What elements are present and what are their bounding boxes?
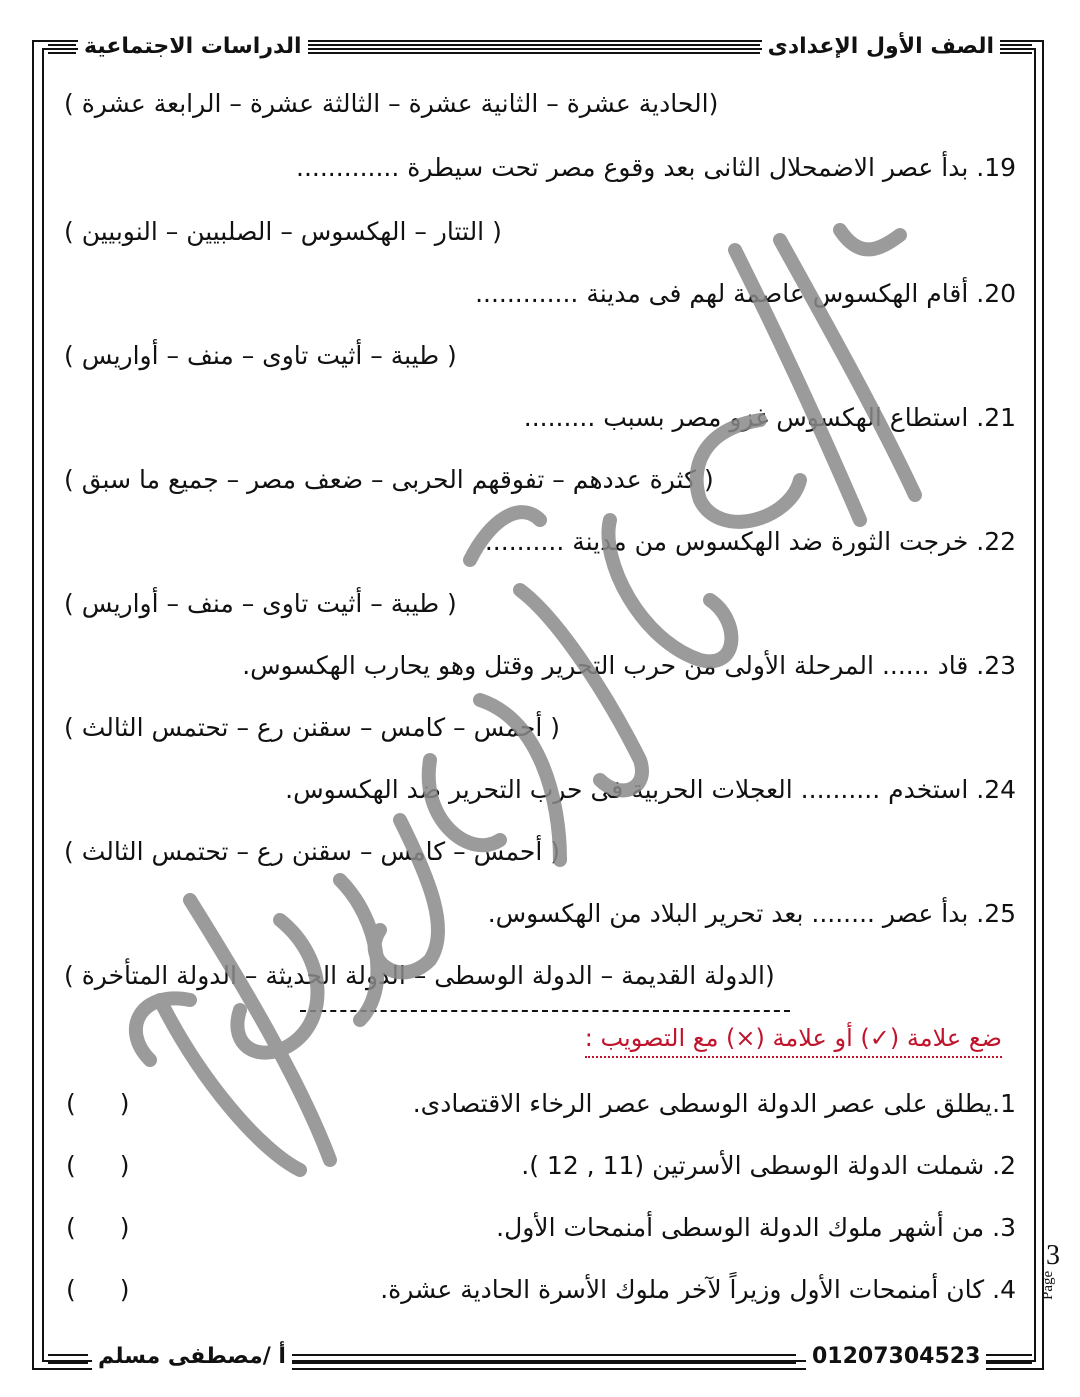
header-rule-right (1000, 44, 1032, 54)
question-23 (242, 648, 1016, 684)
section-instruction: ضع علامة (✓) أو علامة (×) مع التصويب : (585, 1020, 1002, 1058)
tf-item-1 (413, 1086, 1016, 1122)
tf-number: 1. (992, 1089, 1016, 1118)
question-25 (488, 896, 1016, 932)
options-23: ( أحمس – كامس – سقنن رع – تحتمس الثالث ) (64, 713, 560, 742)
tf-number: 3. (992, 1213, 1016, 1242)
footer-rule (276, 1354, 796, 1364)
question-20 (475, 276, 1016, 312)
page-number: 3 (1046, 1240, 1060, 1271)
question-number: 20. (976, 279, 1016, 308)
tf-number: 4. (992, 1275, 1016, 1304)
question-text: استخدم .......... العجلات الحربية فى حرب التحرير ضد الهكسوس. (285, 775, 969, 804)
footer-teacher: أ /مصطفى مسلم (92, 1342, 292, 1372)
tf-blank-1[interactable]: ( ) (66, 1089, 148, 1118)
tf-text: يطلق على عصر الدولة الوسطى عصر الرخاء الاقتصادى. (412, 1089, 993, 1118)
question-text: قاد ...... المرحلة الأولى من حرب التحرير وقتل وهو يحارب الهكسوس. (242, 651, 969, 680)
question-21 (524, 400, 1016, 436)
tf-blank-4[interactable]: ( ) (66, 1275, 148, 1304)
question-text: بدأ عصر ........ بعد تحرير البلاد من الهكسوس. (487, 899, 969, 928)
question-text: أقام الهكسوس عاصمة لهم فى مدينة ............. (475, 279, 969, 308)
tf-blank-3[interactable]: ( ) (66, 1213, 148, 1242)
question-number: 19. (976, 153, 1016, 182)
header-rule-left (48, 44, 76, 54)
question-22 (485, 524, 1016, 560)
tf-text: من أشهر ملوك الدولة الوسطى أمنمحات الأول. (496, 1213, 985, 1242)
page-label: Page (1040, 1270, 1056, 1300)
options-21: ( كثرة عددهم – تفوقهم الحربى – ضعف مصر – جميع ما سبق ) (64, 465, 714, 494)
header-grade: الصف الأول الإعدادى (762, 32, 1000, 62)
page-number-marker (1040, 1240, 1070, 1310)
question-text: بدأ عصر الاضمحلال الثانى بعد وقوع مصر تحت سيطرة ............. (296, 153, 969, 182)
question-24 (285, 772, 1016, 808)
question-text: استطاع الهكسوس غزو مصر بسبب ......... (523, 403, 969, 432)
question-number: 21. (976, 403, 1016, 432)
tf-item-4 (380, 1272, 1016, 1308)
question-number: 22. (976, 527, 1016, 556)
header-rule (300, 44, 760, 54)
footer-phone: 01207304523 (806, 1342, 986, 1372)
options-25: (الدولة القديمة – الدولة الوسطى – الدولة الحديثة – الدولة المتأخرة ) (64, 961, 775, 990)
tf-text: شملت الدولة الوسطى الأسرتين (11 , 12 ). (521, 1151, 985, 1180)
footer-rule-left (48, 1354, 88, 1364)
tf-blank-2[interactable]: ( ) (66, 1151, 148, 1180)
options-18: (الحادية عشرة – الثانية عشرة – الثالثة عشرة – الرابعة عشرة ) (64, 89, 719, 118)
options-20: ( طيبة – أثيت تاوى – منف – أواريس ) (64, 341, 457, 370)
question-number: 24. (976, 775, 1016, 804)
question-text: خرجت الثورة ضد الهكسوس من مدينة .......... (484, 527, 969, 556)
question-number: 25. (976, 899, 1016, 928)
tf-text: كان أمنمحات الأول وزيراً لآخر ملوك الأسرة الحادية عشرة. (380, 1275, 985, 1304)
footer-rule-right (980, 1354, 1032, 1364)
question-19 (296, 150, 1016, 186)
question-number: 23. (976, 651, 1016, 680)
tf-number: 2. (992, 1151, 1016, 1180)
options-24: ( أحمس – كامس – سقنن رع – تحتمس الثالث ) (64, 837, 560, 866)
tf-item-3 (496, 1210, 1016, 1246)
tf-item-2 (521, 1148, 1016, 1184)
header-subject: الدراسات الاجتماعية (78, 32, 308, 62)
options-19: ( التتار – الهكسوس – الصلبيين – النوبيين ) (64, 217, 502, 246)
options-22: ( طيبة – أثيت تاوى – منف – أواريس ) (64, 589, 457, 618)
section-divider (300, 1010, 790, 1012)
